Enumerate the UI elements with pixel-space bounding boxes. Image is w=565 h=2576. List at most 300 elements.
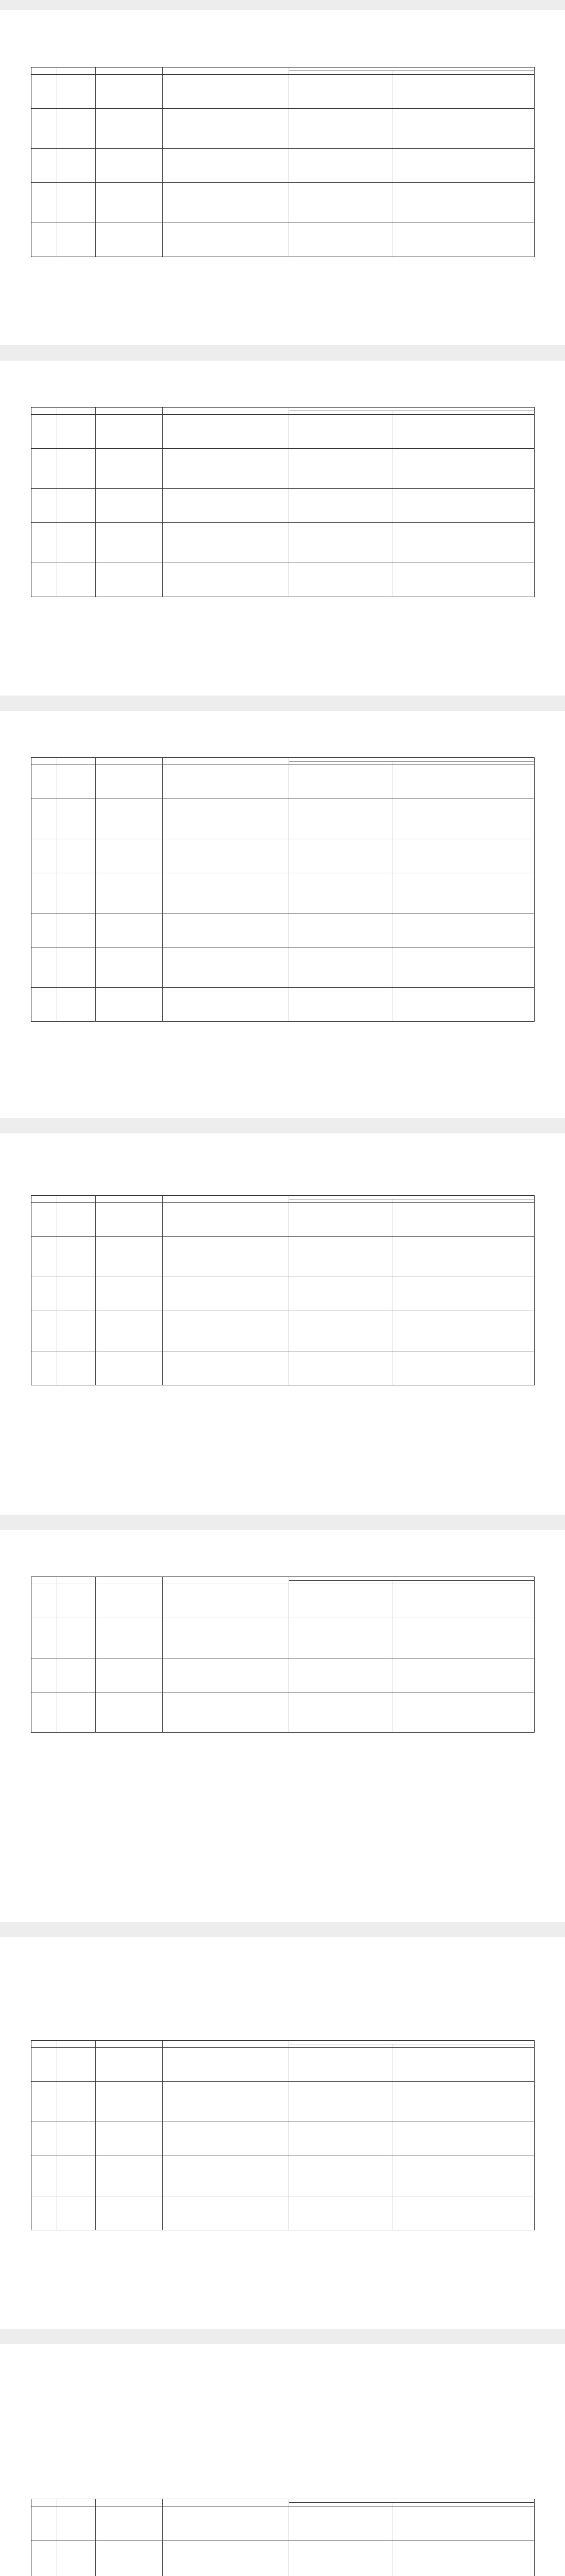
cell-online	[392, 563, 535, 597]
cell-category	[57, 1311, 96, 1351]
cell-offline	[289, 799, 392, 839]
cell-content	[163, 1692, 289, 1733]
table-row	[31, 223, 535, 257]
cell-offline	[289, 1311, 392, 1351]
header-content	[163, 758, 289, 765]
cell-offline	[289, 489, 392, 523]
cell-category	[57, 873, 96, 913]
table-row	[31, 563, 535, 597]
cell-content	[163, 523, 289, 563]
cell-content	[163, 839, 289, 873]
table-row	[31, 1351, 535, 1385]
cell-offline	[289, 2082, 392, 2122]
header-content	[163, 1577, 289, 1584]
cell-content	[163, 489, 289, 523]
header-content	[163, 2041, 289, 2048]
cell-category	[57, 415, 96, 449]
cell-category	[57, 563, 96, 597]
header-online	[392, 761, 535, 765]
cell-name	[96, 109, 163, 149]
cell-offline	[289, 2196, 392, 2230]
cell-content	[163, 2196, 289, 2230]
cell-online	[392, 1203, 535, 1237]
cell-content	[163, 2048, 289, 2082]
service-table	[31, 407, 535, 597]
table-row	[31, 2048, 535, 2082]
cell-content	[163, 1277, 289, 1311]
cell-name	[96, 2082, 163, 2122]
cell-offline	[289, 1351, 392, 1385]
header-offline	[289, 411, 392, 415]
cell-name	[96, 1237, 163, 1277]
table-row	[31, 183, 535, 223]
header-online	[392, 411, 535, 415]
cell-name	[96, 223, 163, 257]
cell-offline	[289, 183, 392, 223]
table-row	[31, 523, 535, 563]
header-offline	[289, 2503, 392, 2506]
cell-name	[96, 2540, 163, 2576]
table-row	[31, 2082, 535, 2122]
cell-no	[31, 1277, 57, 1311]
cell-content	[163, 1618, 289, 1658]
cell-category	[57, 109, 96, 149]
cell-online	[392, 2156, 535, 2196]
cell-category	[57, 1277, 96, 1311]
cell-online	[392, 2048, 535, 2082]
cell-no	[31, 149, 57, 183]
cell-category	[57, 1203, 96, 1237]
header-category	[57, 1196, 96, 1203]
cell-name	[96, 913, 163, 947]
cell-content	[163, 873, 289, 913]
cell-content	[163, 1584, 289, 1618]
cell-category	[57, 2122, 96, 2156]
header-category	[57, 408, 96, 415]
cell-no	[31, 873, 57, 913]
cell-content	[163, 2540, 289, 2576]
cell-name	[96, 183, 163, 223]
cell-name	[96, 149, 163, 183]
service-table	[31, 2040, 535, 2230]
cell-no	[31, 2196, 57, 2230]
cell-no	[31, 223, 57, 257]
cell-offline	[289, 1584, 392, 1618]
cell-online	[392, 988, 535, 1022]
header-channel	[289, 2041, 535, 2044]
header-category	[57, 67, 96, 75]
cell-content	[163, 1203, 289, 1237]
cell-name	[96, 988, 163, 1022]
cell-content	[163, 2156, 289, 2196]
header-no	[31, 67, 57, 75]
cell-name	[96, 799, 163, 839]
service-table	[31, 757, 535, 1022]
table-header-row	[31, 67, 535, 71]
cell-offline	[289, 988, 392, 1022]
cell-content	[163, 799, 289, 839]
table-row	[31, 1618, 535, 1658]
cell-offline	[289, 1618, 392, 1658]
cell-content	[163, 988, 289, 1022]
cell-online	[392, 149, 535, 183]
cell-offline	[289, 223, 392, 257]
table-row	[31, 2122, 535, 2156]
cell-online	[392, 1277, 535, 1311]
table-header-row	[31, 1577, 535, 1581]
table-row	[31, 2196, 535, 2230]
cell-content	[163, 2506, 289, 2540]
table-row	[31, 489, 535, 523]
table-row	[31, 109, 535, 149]
cell-no	[31, 988, 57, 1022]
header-channel	[289, 758, 535, 761]
cell-offline	[289, 1658, 392, 1692]
cell-name	[96, 1203, 163, 1237]
cell-offline	[289, 2506, 392, 2540]
cell-no	[31, 1203, 57, 1237]
cell-no	[31, 183, 57, 223]
cell-category	[57, 2540, 96, 2576]
cell-name	[96, 2122, 163, 2156]
cell-name	[96, 1311, 163, 1351]
table-header-row	[31, 1196, 535, 1199]
cell-name	[96, 1692, 163, 1733]
table-row	[31, 1277, 535, 1311]
cell-name	[96, 947, 163, 988]
header-offline	[289, 1199, 392, 1203]
table-row	[31, 1658, 535, 1692]
cell-offline	[289, 449, 392, 489]
cell-online	[392, 873, 535, 913]
cell-offline	[289, 1237, 392, 1277]
cell-category	[57, 1658, 96, 1692]
cell-no	[31, 2506, 57, 2540]
table-row	[31, 765, 535, 799]
cell-offline	[289, 523, 392, 563]
cell-content	[163, 563, 289, 597]
header-name	[96, 2499, 163, 2506]
page-6	[0, 1937, 565, 2329]
header-content	[163, 67, 289, 75]
cell-online	[392, 1351, 535, 1385]
cell-no	[31, 563, 57, 597]
cell-content	[163, 765, 289, 799]
cell-content	[163, 947, 289, 988]
cell-online	[392, 1584, 535, 1618]
cell-offline	[289, 765, 392, 799]
header-channel	[289, 1196, 535, 1199]
cell-no	[31, 1658, 57, 1692]
cell-content	[163, 1237, 289, 1277]
header-no	[31, 758, 57, 765]
cell-no	[31, 1618, 57, 1658]
cell-category	[57, 1351, 96, 1385]
cell-name	[96, 563, 163, 597]
cell-category	[57, 523, 96, 563]
cell-category	[57, 1584, 96, 1618]
cell-online	[392, 947, 535, 988]
cell-content	[163, 2122, 289, 2156]
cell-online	[392, 2122, 535, 2156]
cell-content	[163, 1311, 289, 1351]
cell-offline	[289, 149, 392, 183]
header-online	[392, 2044, 535, 2048]
cell-no	[31, 523, 57, 563]
cell-offline	[289, 873, 392, 913]
cell-online	[392, 1618, 535, 1658]
cell-no	[31, 75, 57, 109]
cell-category	[57, 799, 96, 839]
table-row	[31, 839, 535, 873]
cell-content	[163, 109, 289, 149]
cell-no	[31, 799, 57, 839]
header-no	[31, 408, 57, 415]
cell-online	[392, 523, 535, 563]
service-table	[31, 67, 535, 257]
cell-no	[31, 489, 57, 523]
cell-category	[57, 2048, 96, 2082]
cell-online	[392, 2506, 535, 2540]
cell-online	[392, 415, 535, 449]
header-content	[163, 2499, 289, 2506]
cell-category	[57, 75, 96, 109]
cell-offline	[289, 2540, 392, 2576]
cell-no	[31, 449, 57, 489]
cell-online	[392, 223, 535, 257]
cell-offline	[289, 947, 392, 988]
page-4	[0, 1133, 565, 1515]
header-name	[96, 758, 163, 765]
table-row	[31, 1311, 535, 1351]
cell-no	[31, 415, 57, 449]
cell-online	[392, 1692, 535, 1733]
cell-name	[96, 489, 163, 523]
header-channel	[289, 67, 535, 71]
table-row	[31, 2156, 535, 2196]
cell-online	[392, 799, 535, 839]
header-name	[96, 2041, 163, 2048]
cell-category	[57, 1618, 96, 1658]
cell-content	[163, 913, 289, 947]
cell-category	[57, 2506, 96, 2540]
header-category	[57, 2499, 96, 2506]
page-3	[0, 711, 565, 1118]
cell-online	[392, 489, 535, 523]
cell-content	[163, 149, 289, 183]
cell-no	[31, 1584, 57, 1618]
cell-offline	[289, 415, 392, 449]
cell-offline	[289, 1203, 392, 1237]
cell-category	[57, 988, 96, 1022]
cell-online	[392, 913, 535, 947]
header-no	[31, 2499, 57, 2506]
cell-name	[96, 1584, 163, 1618]
table-row	[31, 1203, 535, 1237]
cell-no	[31, 765, 57, 799]
cell-no	[31, 839, 57, 873]
cell-online	[392, 1237, 535, 1277]
cell-offline	[289, 2048, 392, 2082]
cell-offline	[289, 839, 392, 873]
cell-offline	[289, 2156, 392, 2196]
cell-content	[163, 1351, 289, 1385]
cell-category	[57, 947, 96, 988]
cell-no	[31, 2122, 57, 2156]
cell-category	[57, 2082, 96, 2122]
cell-no	[31, 109, 57, 149]
cell-category	[57, 183, 96, 223]
cell-no	[31, 2082, 57, 2122]
cell-name	[96, 75, 163, 109]
cell-online	[392, 839, 535, 873]
cell-name	[96, 1618, 163, 1658]
table-row	[31, 415, 535, 449]
cell-online	[392, 75, 535, 109]
cell-online	[392, 183, 535, 223]
header-name	[96, 67, 163, 75]
table-row	[31, 75, 535, 109]
header-no	[31, 2041, 57, 2048]
cell-no	[31, 913, 57, 947]
cell-no	[31, 947, 57, 988]
cell-no	[31, 2156, 57, 2196]
cell-name	[96, 523, 163, 563]
page-2	[0, 361, 565, 696]
cell-offline	[289, 563, 392, 597]
header-name	[96, 1196, 163, 1203]
cell-category	[57, 1692, 96, 1733]
header-category	[57, 758, 96, 765]
header-name	[96, 1577, 163, 1584]
cell-online	[392, 2082, 535, 2122]
header-offline	[289, 2044, 392, 2048]
cell-no	[31, 2048, 57, 2082]
cell-category	[57, 765, 96, 799]
header-content	[163, 1196, 289, 1203]
table-row	[31, 149, 535, 183]
page-1	[0, 10, 565, 345]
table-row	[31, 449, 535, 489]
table-row	[31, 1692, 535, 1733]
service-table	[31, 1195, 535, 1385]
cell-offline	[289, 75, 392, 109]
cell-online	[392, 449, 535, 489]
cell-content	[163, 183, 289, 223]
cell-name	[96, 2048, 163, 2082]
cell-no	[31, 1311, 57, 1351]
header-category	[57, 1577, 96, 1584]
cell-category	[57, 223, 96, 257]
cell-name	[96, 2506, 163, 2540]
cell-content	[163, 1658, 289, 1692]
cell-offline	[289, 1692, 392, 1733]
cell-offline	[289, 1277, 392, 1311]
header-no	[31, 1577, 57, 1584]
cell-offline	[289, 109, 392, 149]
service-table	[31, 2499, 535, 2576]
header-category	[57, 2041, 96, 2048]
table-row	[31, 799, 535, 839]
header-content	[163, 408, 289, 415]
cell-name	[96, 1277, 163, 1311]
table-header-row	[31, 2041, 535, 2044]
cell-online	[392, 1311, 535, 1351]
cell-name	[96, 1351, 163, 1385]
cell-online	[392, 765, 535, 799]
page-5	[0, 1530, 565, 1922]
cell-name	[96, 839, 163, 873]
table-row	[31, 1237, 535, 1277]
table-row	[31, 947, 535, 988]
cell-online	[392, 109, 535, 149]
cell-name	[96, 765, 163, 799]
table-row	[31, 1584, 535, 1618]
cell-offline	[289, 2122, 392, 2156]
cell-category	[57, 839, 96, 873]
table-header-row	[31, 2499, 535, 2503]
header-name	[96, 408, 163, 415]
cell-content	[163, 415, 289, 449]
table-row	[31, 913, 535, 947]
header-online	[392, 2503, 535, 2506]
cell-category	[57, 913, 96, 947]
header-online	[392, 1581, 535, 1584]
cell-category	[57, 2156, 96, 2196]
cell-online	[392, 2196, 535, 2230]
header-no	[31, 1196, 57, 1203]
table-row	[31, 2506, 535, 2540]
page-7	[0, 2344, 565, 2576]
header-channel	[289, 408, 535, 411]
table-row	[31, 873, 535, 913]
cell-name	[96, 873, 163, 913]
service-table	[31, 1577, 535, 1733]
cell-no	[31, 1237, 57, 1277]
cell-content	[163, 223, 289, 257]
header-offline	[289, 71, 392, 75]
cell-name	[96, 449, 163, 489]
cell-category	[57, 149, 96, 183]
cell-no	[31, 2540, 57, 2576]
cell-name	[96, 415, 163, 449]
cell-no	[31, 1692, 57, 1733]
cell-category	[57, 489, 96, 523]
cell-category	[57, 2196, 96, 2230]
cell-content	[163, 2082, 289, 2122]
cell-name	[96, 2156, 163, 2196]
table-header-row	[31, 408, 535, 411]
header-channel	[289, 1577, 535, 1581]
header-offline	[289, 761, 392, 765]
cell-content	[163, 449, 289, 489]
cell-name	[96, 2196, 163, 2230]
header-online	[392, 71, 535, 75]
cell-offline	[289, 913, 392, 947]
cell-online	[392, 2540, 535, 2576]
table-header-row	[31, 758, 535, 761]
cell-category	[57, 1237, 96, 1277]
cell-name	[96, 1658, 163, 1692]
header-channel	[289, 2499, 535, 2503]
header-offline	[289, 1581, 392, 1584]
table-row	[31, 2540, 535, 2576]
cell-online	[392, 1658, 535, 1692]
cell-no	[31, 1351, 57, 1385]
cell-content	[163, 75, 289, 109]
table-row	[31, 988, 535, 1022]
cell-category	[57, 449, 96, 489]
